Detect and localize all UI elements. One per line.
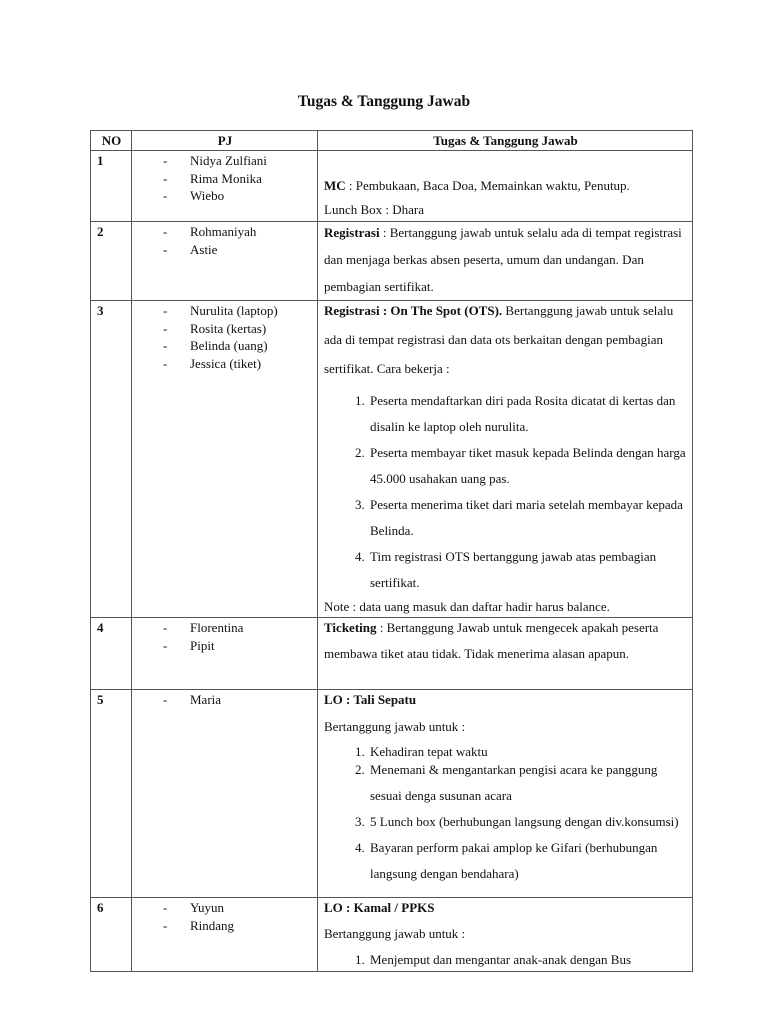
pj-name: - Maria (163, 691, 312, 709)
list-item: 2. Peserta membayar tiket masuk kepada Belinda dengan harga 45.000 usahakan uang pas. (368, 440, 687, 492)
pj-name: - Belinda (uang) (163, 337, 312, 355)
table-row (91, 301, 693, 618)
list-item: 1. Kehadiran tepat waktu (368, 743, 687, 761)
steps-list (324, 951, 687, 969)
duty-role: LO : Tali Sepatu (324, 692, 417, 707)
pj-cell (132, 618, 318, 690)
duty-text: Lunch Box : Dhara (324, 202, 425, 217)
pj-name: - Florentina (163, 619, 312, 637)
steps-list (324, 743, 687, 887)
duty-role: MC (324, 178, 346, 193)
pj-name: - Jessica (tiket) (163, 355, 312, 373)
duty-cell (318, 301, 693, 618)
steps-list (324, 388, 687, 596)
header-pj: PJ (132, 131, 318, 151)
row-number: 2 (91, 222, 132, 301)
duty-intro: Bertanggung jawab untuk : (324, 719, 466, 734)
pj-name: - Rosita (kertas) (163, 320, 312, 338)
list-item: 1. Peserta mendaftarkan diri pada Rosita dicatat di kertas dan disalin ke laptop oleh nurulita. (368, 388, 687, 440)
table-row (91, 222, 693, 301)
row-number: 3 (91, 301, 132, 618)
duty-cell (318, 690, 693, 898)
row-number: 4 (91, 618, 132, 690)
pj-name: - Rima Monika (163, 170, 312, 188)
list-item: 1. Menjemput dan mengantar anak-anak dengan Bus (368, 951, 687, 969)
header-no: NO (91, 131, 132, 151)
pj-cell (132, 690, 318, 898)
header-duty: Tugas & Tanggung Jawab (318, 131, 693, 151)
pj-name: - Rindang (163, 917, 312, 935)
pj-cell (132, 222, 318, 301)
duty-cell (318, 222, 693, 301)
duty-text: : Pembukaan, Baca Doa, Memainkan waktu, Penutup. (345, 178, 630, 193)
pj-name: - Nidya Zulfiani (163, 152, 312, 170)
duty-text: : Bertanggung jawab untuk selalu ada di tempat registrasi dan menjaga berkas absen peserta, umum dan undangan. Dan pembagian sertifikat. (324, 225, 682, 294)
table-row (91, 151, 693, 222)
duty-cell (318, 898, 693, 972)
table-row (91, 690, 693, 898)
duty-text: Bertanggung jawab untuk selalu ada di tempat registrasi dan data ots berkaitan dengan pembagian sertifikat. Cara bekerja : (324, 303, 674, 376)
pj-name: - Yuyun (163, 899, 312, 917)
list-item: 3. 5 Lunch box (berhubungan langsung dengan div.konsumsi) (368, 809, 687, 835)
note-text: Note : data uang masuk dan daftar hadir harus balance. (324, 599, 610, 614)
pj-name: - Pipit (163, 637, 312, 655)
duty-text: : Bertanggung Jawab untuk mengecek apakah peserta membawa tiket atau tidak. Tidak menerima alasan apapun. (324, 620, 659, 661)
duty-table (90, 130, 693, 972)
row-number: 1 (91, 151, 132, 222)
duty-intro: Bertanggung jawab untuk : (324, 926, 466, 941)
pj-name: - Nurulita (laptop) (163, 302, 312, 320)
list-item: 2. Menemani & mengantarkan pengisi acara ke panggung sesuai denga susunan acara (368, 757, 687, 809)
table-row (91, 898, 693, 972)
duty-role: Ticketing (324, 620, 377, 635)
table-header-row (91, 131, 693, 151)
table-row (91, 618, 693, 690)
row-number: 5 (91, 690, 132, 898)
document-title: Tugas & Tanggung Jawab (297, 93, 471, 110)
duty-role: Registrasi (324, 225, 380, 240)
pj-cell (132, 898, 318, 972)
list-item: 4. Bayaran perform pakai amplop ke Gifari (berhubungan langsung dengan bendahara) (368, 835, 687, 887)
pj-name: - Rohmaniyah (163, 223, 312, 241)
row-number: 6 (91, 898, 132, 972)
duty-role: Registrasi : On The Spot (OTS). (324, 303, 503, 318)
list-item: 4. Tim registrasi OTS bertanggung jawab atas pembagian sertifikat. (368, 544, 687, 596)
pj-name: - Astie (163, 241, 312, 259)
list-item: 3. Peserta menerima tiket dari maria setelah membayar kepada Belinda. (368, 492, 687, 544)
pj-cell (132, 301, 318, 618)
pj-cell (132, 151, 318, 222)
duty-cell (318, 618, 693, 690)
pj-name: - Wiebo (163, 187, 312, 205)
duty-role: LO : Kamal / PPKS (324, 900, 435, 915)
duty-cell (318, 151, 693, 222)
